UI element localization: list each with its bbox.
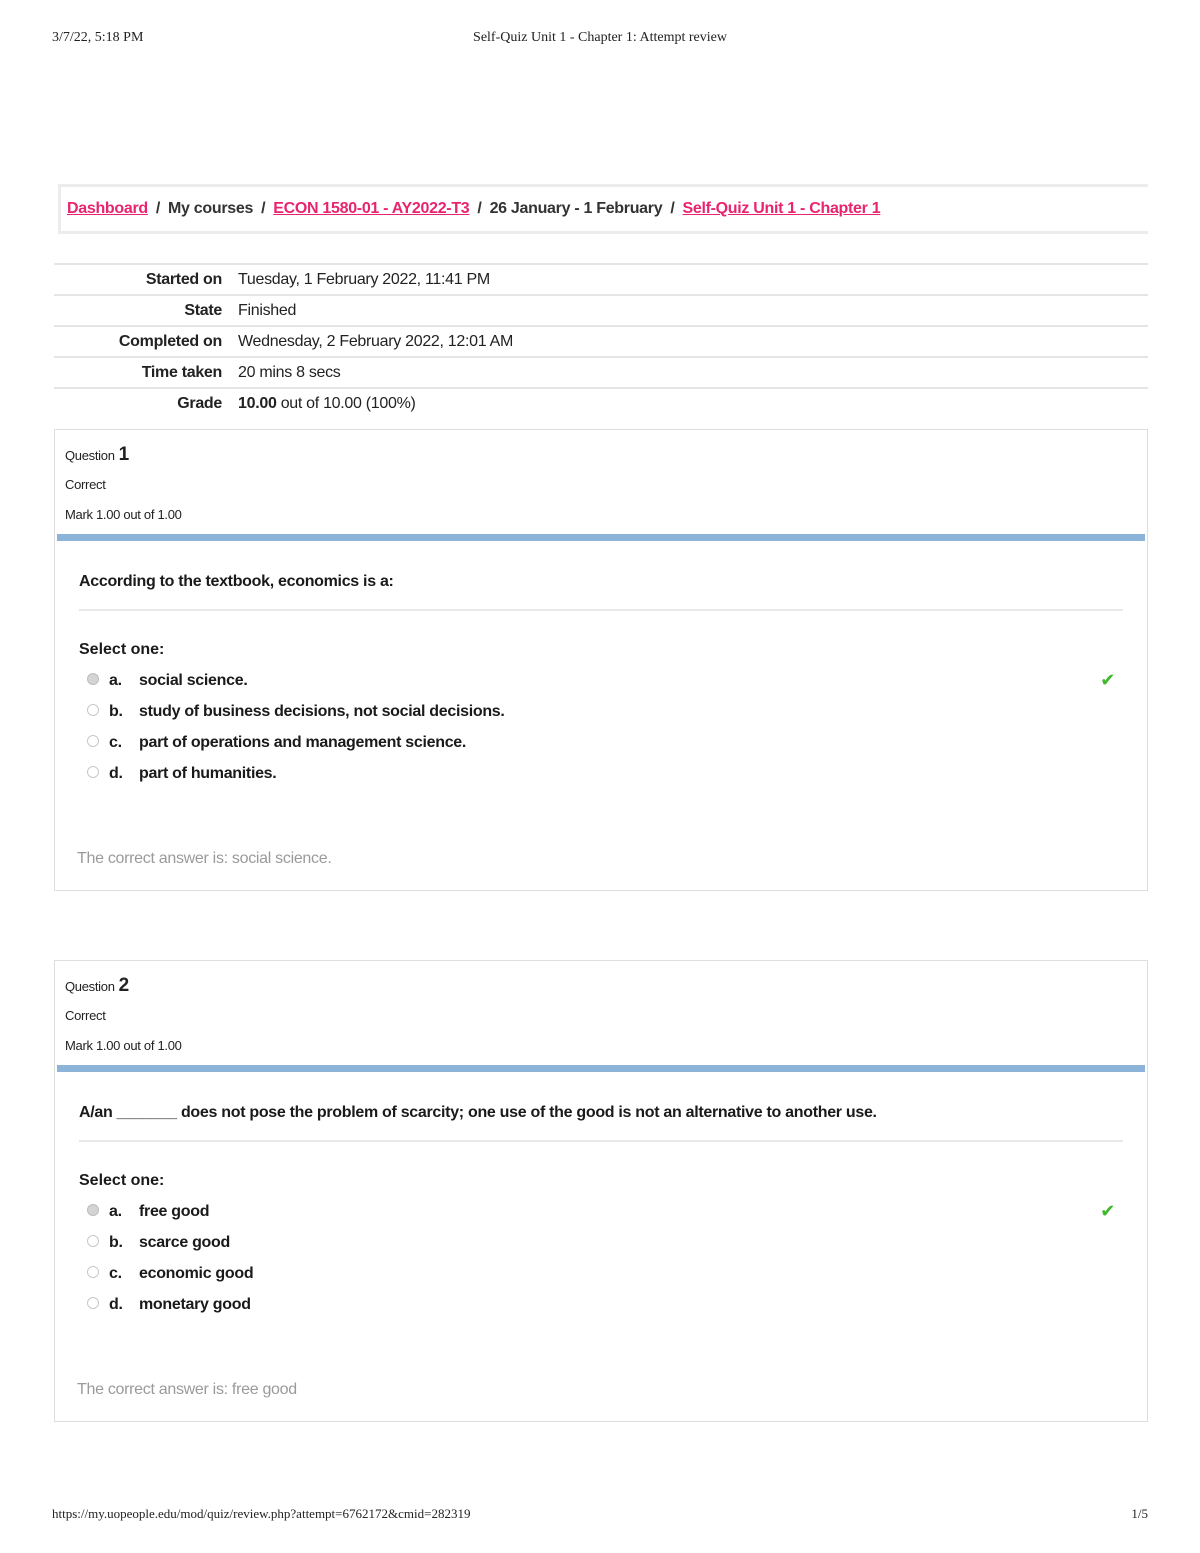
option-letter: a.	[109, 1203, 122, 1220]
question-content	[57, 1065, 1145, 1320]
question-text: A/an _______ does not pose the problem of scarcity; one use of the good is not an alternative to another use.	[79, 1104, 1123, 1142]
correct-answer-feedback: The correct answer is: free good	[77, 1381, 297, 1398]
radio-icon[interactable]	[87, 1266, 99, 1278]
option-text: monetary good	[139, 1296, 251, 1313]
breadcrumb-separator: /	[261, 200, 266, 217]
breadcrumb-quiz-link[interactable]: Self-Quiz Unit 1 - Chapter 1	[682, 200, 881, 217]
select-one-prompt: Select one:	[79, 1172, 165, 1189]
summary-label: Completed on	[54, 326, 238, 357]
question-prefix: Question	[65, 448, 115, 463]
option-text: free good	[139, 1203, 210, 1220]
answer-option-c[interactable]	[87, 727, 1145, 758]
answer-option-b[interactable]	[87, 696, 1145, 727]
breadcrumb-separator: /	[670, 200, 675, 217]
radio-icon[interactable]	[87, 1297, 99, 1309]
option-text: social science.	[139, 672, 248, 689]
summary-row-time-taken	[54, 357, 1148, 388]
answer-option-d[interactable]	[87, 758, 1145, 789]
option-letter: d.	[109, 765, 123, 782]
answer-option-a[interactable]	[87, 665, 1145, 696]
summary-label: Started on	[54, 264, 238, 295]
grade-total: out of 10.00 (100%)	[276, 394, 416, 412]
option-text: scarce good	[139, 1234, 230, 1251]
option-letter: c.	[109, 1265, 122, 1282]
breadcrumb-separator: /	[477, 200, 482, 217]
summary-value: Finished	[238, 295, 1148, 326]
question-2	[54, 960, 1148, 1422]
attempt-summary-table	[54, 263, 1148, 418]
check-icon: ✔	[1100, 670, 1115, 690]
breadcrumb-dashboard-link[interactable]: Dashboard	[67, 200, 148, 217]
summary-label: State	[54, 295, 238, 326]
question-1	[54, 429, 1148, 891]
option-letter: b.	[109, 703, 123, 720]
grade-score: 10.00	[238, 394, 277, 412]
question-text: According to the textbook, economics is a:	[79, 573, 1123, 611]
correct-answer-feedback: The correct answer is: social science.	[77, 850, 332, 867]
summary-value: Wednesday, 2 February 2022, 12:01 AM	[238, 326, 1148, 357]
radio-icon[interactable]	[87, 735, 99, 747]
radio-icon[interactable]	[87, 673, 99, 685]
summary-row-completed	[54, 326, 1148, 357]
print-date: 3/7/22, 5:18 PM	[52, 30, 144, 45]
radio-icon[interactable]	[87, 1204, 99, 1216]
answer-option-a[interactable]	[87, 1196, 1145, 1227]
radio-icon[interactable]	[87, 704, 99, 716]
print-url: https://my.uopeople.edu/mod/quiz/review.php?attempt=6762172&cmid=282319	[52, 1506, 471, 1521]
radio-icon[interactable]	[87, 766, 99, 778]
question-mark: Mark 1.00 out of 1.00	[65, 507, 182, 522]
question-number-value: 2	[118, 975, 129, 996]
question-number	[65, 971, 1137, 1001]
option-letter: d.	[109, 1296, 123, 1313]
question-status: Correct	[65, 1008, 106, 1023]
question-info	[55, 430, 1147, 530]
answer-option-c[interactable]	[87, 1258, 1145, 1289]
option-text: part of operations and management science.	[139, 734, 467, 751]
radio-icon[interactable]	[87, 1235, 99, 1247]
check-icon: ✔	[1100, 1201, 1115, 1221]
summary-value	[238, 388, 1148, 418]
question-status: Correct	[65, 477, 106, 492]
summary-row-grade	[54, 388, 1148, 418]
option-text: economic good	[139, 1265, 254, 1282]
print-footer	[52, 1506, 1148, 1526]
breadcrumb	[58, 184, 1148, 234]
question-mark: Mark 1.00 out of 1.00	[65, 1038, 182, 1053]
option-letter: c.	[109, 734, 122, 751]
summary-row-started	[54, 264, 1148, 295]
summary-value: Tuesday, 1 February 2022, 11:41 PM	[238, 264, 1148, 295]
print-header	[52, 30, 1148, 50]
summary-row-state	[54, 295, 1148, 326]
option-text: study of business decisions, not social decisions.	[139, 703, 505, 720]
breadcrumb-week: 26 January - 1 February	[489, 200, 663, 217]
option-letter: a.	[109, 672, 122, 689]
breadcrumb-separator: /	[155, 200, 161, 217]
question-number-value: 1	[118, 444, 129, 465]
question-info	[55, 961, 1147, 1061]
answer-option-b[interactable]	[87, 1227, 1145, 1258]
print-page-number: 1/5	[1131, 1506, 1148, 1521]
select-one-prompt: Select one:	[79, 641, 165, 658]
option-text: part of humanities.	[139, 765, 277, 782]
option-letter: b.	[109, 1234, 123, 1251]
question-number	[65, 440, 1137, 470]
summary-value: 20 mins 8 secs	[238, 357, 1148, 388]
summary-label: Grade	[54, 388, 238, 418]
question-content	[57, 534, 1145, 789]
question-prefix: Question	[65, 979, 115, 994]
answer-option-d[interactable]	[87, 1289, 1145, 1320]
print-title: Self-Quiz Unit 1 - Chapter 1: Attempt review	[473, 30, 727, 45]
breadcrumb-course-link[interactable]: ECON 1580-01 - AY2022-T3	[273, 200, 470, 217]
summary-label: Time taken	[54, 357, 238, 388]
breadcrumb-my-courses: My courses	[168, 200, 254, 217]
